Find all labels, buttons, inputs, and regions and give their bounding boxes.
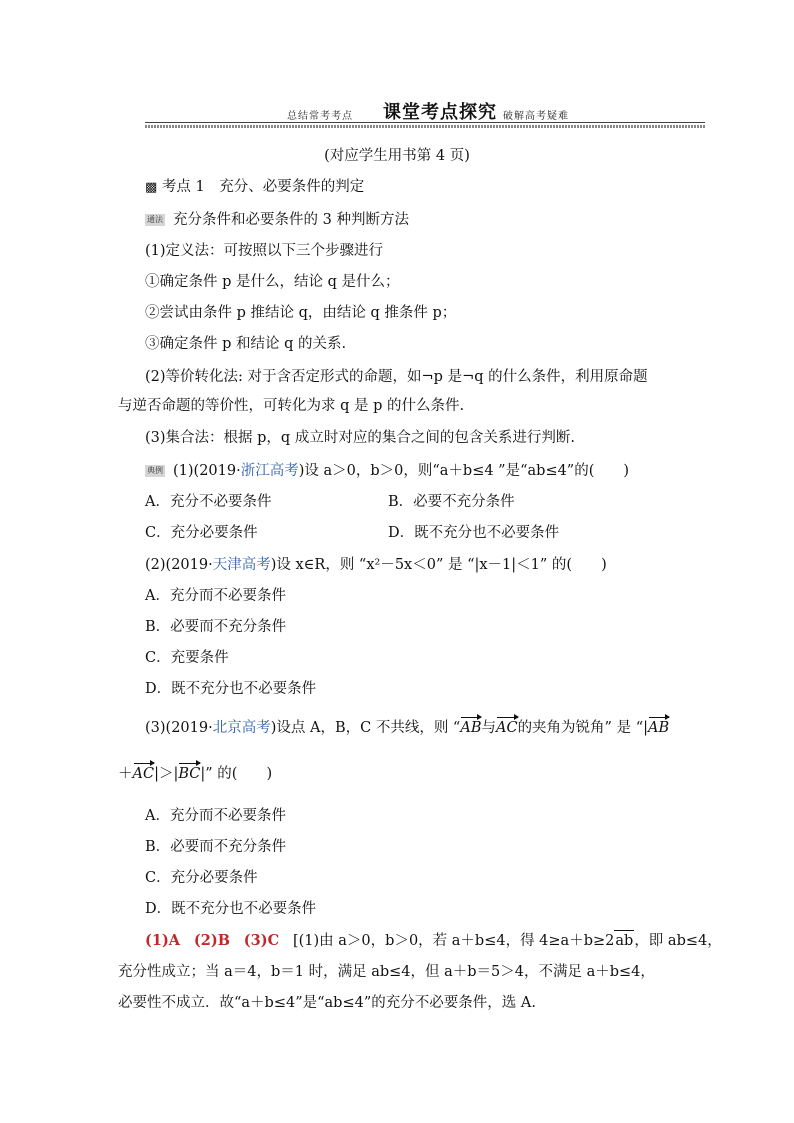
answer-line-1 — [145, 930, 722, 951]
method-title-line — [145, 210, 409, 230]
q1-source: 浙江高考 — [240, 463, 299, 479]
method-title: 充分条件和必要条件的 3 种判断方法 — [173, 212, 409, 228]
answer-line-2: 充分性成立；当 a＝4，b＝1 时，满足 ab≤4，但 a＋b＝5＞4，不满足 a＋b≤4， — [118, 964, 655, 980]
vector-ab: AB — [460, 720, 482, 736]
method-step-2b: 与逆否命题的等价性，可转化为求 q 是 p 的什么条件. — [118, 398, 465, 414]
q3-option-a: A．充分而不必要条件 — [145, 808, 286, 824]
q3-text-b: 的夹角为锐角” 是 “| — [517, 720, 648, 736]
q2-option-d: D．既不充分也不必要条件 — [145, 681, 317, 697]
method-step-3: (3)集合法：根据 p，q 成立时对应的集合之间的包含关系进行判断. — [145, 430, 575, 446]
q3-text-a: )设点 A，B，C 不共线，则 “ — [270, 720, 461, 736]
method-step-1: (1)定义法：可按照以下三个步骤进行 — [145, 243, 384, 259]
q3-prefix: (3)(2019· — [145, 720, 213, 736]
q3-gt: |＞| — [154, 766, 179, 782]
q3-stem-line-1 — [145, 718, 669, 738]
q2-prefix: (2)(2019· — [145, 557, 213, 573]
answer-1: (1)A — [145, 932, 181, 949]
q2-option-b: B．必要而不充分条件 — [145, 619, 287, 635]
q1-option-b: B．必要不充分条件 — [388, 494, 515, 510]
method-step-1a: ①确定条件 p 是什么，结论 q 是什么； — [145, 274, 400, 290]
q3-stem-line-2 — [118, 764, 272, 784]
q3-with: 与 — [481, 720, 496, 736]
q1-stem — [145, 461, 629, 481]
q3-source: 北京高考 — [212, 720, 271, 736]
answer-2: (2)B — [193, 932, 230, 949]
vector-bc: BC — [178, 766, 201, 782]
point-label: 考点 1 充分、必要条件的判定 — [161, 179, 365, 195]
page-reference: (对应学生用书第 4 页) — [324, 148, 470, 164]
q3-option-b: B．必要而不充分条件 — [145, 839, 287, 855]
q2-option-c: C．充要条件 — [145, 650, 229, 666]
q3-plus: ＋ — [118, 766, 133, 782]
q1-prefix: (1)(2019· — [173, 463, 241, 479]
point-title — [145, 177, 364, 198]
vector-ac: AC — [495, 720, 518, 736]
section-header — [145, 98, 705, 128]
q2-source: 天津高考 — [212, 557, 271, 573]
point-marker: ▩ — [145, 180, 158, 195]
q3-option-d: D．既不充分也不必要条件 — [145, 901, 317, 917]
q3-text-c: |” 的( ) — [200, 766, 273, 782]
q1-option-c: C．充分必要条件 — [145, 525, 258, 541]
answer-text-1: [(1)由 a＞0，b＞0，若 a＋b≤4，得 4≥a＋b≥2 — [292, 933, 615, 949]
example-badge: 典例 — [147, 466, 163, 475]
header-right-text: 破解高考疑难 — [503, 111, 569, 122]
header-title: 课堂考点探究 — [383, 102, 497, 123]
q2-text: )设 x∈R，则 “x²－5x＜0” 是 “|x－1|＜1” 的( ) — [270, 557, 607, 573]
header-left-text: 总结常考考点 — [287, 111, 353, 122]
q2-stem — [145, 555, 607, 575]
method-step-2a: (2)等价转化法: 对于含否定形式的命题，如¬p 是¬q 的什么条件，利用原命题 — [145, 369, 648, 385]
q2-option-a: A．充分而不必要条件 — [145, 588, 286, 604]
answer-text-1-end: ，即 ab≤4， — [634, 933, 722, 949]
method-step-1c: ③确定条件 p 和结论 q 的关系. — [145, 336, 347, 352]
q1-text: )设 a＞0，b＞0，则“a＋b≤4 ”是“ab≤4”的( ) — [298, 463, 630, 479]
answer-line-3: 必要性不成立．故“a＋b≤4”是“ab≤4”的充分不必要条件，选 A. — [118, 995, 536, 1011]
method-badge: 通法 — [147, 215, 163, 224]
method-step-1b: ②尝试由条件 p 推结论 q，由结论 q 推条件 p； — [145, 305, 457, 321]
header-dotted-rule — [145, 125, 705, 128]
q1-option-a: A．充分不必要条件 — [145, 494, 272, 510]
q3-option-c: C．充分必要条件 — [145, 870, 258, 886]
sqrt-ab: ab — [614, 930, 634, 951]
q1-option-d: D．既不充分也不必要条件 — [388, 525, 560, 541]
vector-ac-2: AC — [132, 766, 155, 782]
answer-3: (3)C — [243, 932, 280, 949]
header-rule — [145, 122, 705, 123]
vector-ab-2: AB — [648, 720, 670, 736]
